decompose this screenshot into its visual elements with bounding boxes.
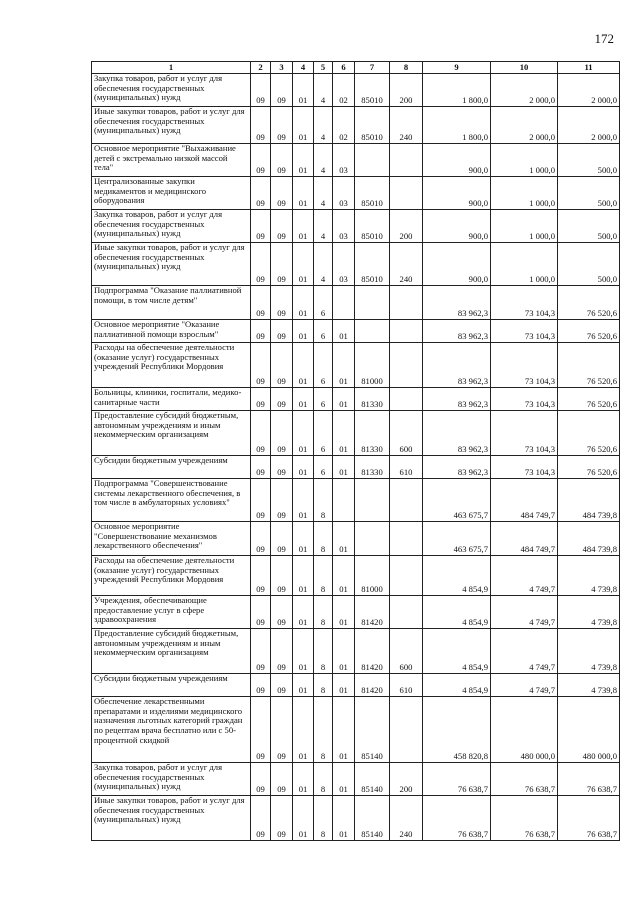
table-cell: 85140 [355, 763, 390, 796]
table-cell: 6 [314, 388, 333, 411]
table-cell: 09 [251, 210, 271, 243]
table-cell: 09 [271, 411, 293, 456]
row-label: Основное мероприятие "Выхаживание детей с экстремально низкой массой тела" [92, 144, 251, 177]
row-label: Подпрограмма "Совершенствование системы лекарственного обеспечения, в том числе в амбулаторных условиях" [92, 479, 251, 522]
table-cell: 01 [293, 479, 314, 522]
row-label: Основное мероприятие "Совершенствование механизмов лекарственного обеспечения" [92, 522, 251, 556]
table-cell: 8 [314, 596, 333, 629]
table-cell: 81000 [355, 343, 390, 388]
table-cell: 463 675,7 [423, 522, 491, 556]
table-cell: 03 [333, 243, 355, 286]
table-cell: 01 [333, 343, 355, 388]
table-row [92, 343, 620, 388]
table-cell: 4 [314, 243, 333, 286]
table-cell: 500,0 [558, 210, 620, 243]
table-cell: 81330 [355, 456, 390, 479]
table-cell: 76 638,7 [558, 796, 620, 841]
table-row [92, 107, 620, 144]
row-label: Предоставление субсидий бюджетным, автономным учреждениям и иным некоммерческим организациям [92, 411, 251, 456]
table-cell [390, 522, 423, 556]
table-cell: 1 800,0 [423, 107, 491, 144]
table-cell: 09 [271, 144, 293, 177]
table-cell: 6 [314, 456, 333, 479]
column-header: 9 [423, 62, 491, 74]
table-cell: 01 [333, 697, 355, 763]
table-cell: 09 [271, 210, 293, 243]
table-row [92, 456, 620, 479]
row-label: Основное мероприятие "Оказание паллиативной помощи взрослым" [92, 320, 251, 343]
table-row [92, 286, 620, 320]
table-cell: 01 [293, 629, 314, 674]
column-header: 8 [390, 62, 423, 74]
table-cell: 85010 [355, 74, 390, 107]
table-cell: 76 520,6 [558, 456, 620, 479]
table-cell: 09 [271, 796, 293, 841]
row-label: Иные закупки товаров, работ и услуг для обеспечения государственных (муниципальных) нужд [92, 243, 251, 286]
table-cell: 73 104,3 [491, 456, 558, 479]
table-cell: 4 854,9 [423, 674, 491, 697]
table-cell: 01 [293, 320, 314, 343]
table-cell: 4 [314, 74, 333, 107]
table-cell: 900,0 [423, 177, 491, 210]
row-label: Субсидии бюджетным учреждениям [92, 674, 251, 697]
budget-table [91, 61, 620, 841]
table-cell: 01 [333, 456, 355, 479]
table-row [92, 596, 620, 629]
table-cell: 09 [251, 286, 271, 320]
row-label: Закупка товаров, работ и услуг для обеспечения государственных (муниципальных) нужд [92, 210, 251, 243]
table-cell: 01 [293, 763, 314, 796]
table-cell: 09 [271, 343, 293, 388]
column-header: 1 [92, 62, 251, 74]
table-cell [390, 596, 423, 629]
table-cell: 09 [271, 456, 293, 479]
table-cell: 484 749,7 [491, 522, 558, 556]
table-cell: 09 [271, 286, 293, 320]
table-cell: 09 [251, 411, 271, 456]
table-cell: 09 [271, 697, 293, 763]
table-cell [355, 144, 390, 177]
table-cell: 09 [251, 697, 271, 763]
table-cell: 76 520,6 [558, 320, 620, 343]
table-cell: 01 [333, 796, 355, 841]
table-cell: 8 [314, 674, 333, 697]
table-cell: 1 000,0 [491, 177, 558, 210]
table-cell: 85010 [355, 177, 390, 210]
table-cell [333, 286, 355, 320]
table-cell: 8 [314, 763, 333, 796]
table-cell: 01 [333, 522, 355, 556]
table-cell [333, 479, 355, 522]
table-cell: 09 [251, 243, 271, 286]
table-row [92, 74, 620, 107]
table-cell: 73 104,3 [491, 388, 558, 411]
table-cell: 01 [293, 411, 314, 456]
table-cell: 01 [333, 411, 355, 456]
table-cell: 09 [271, 74, 293, 107]
table-cell [390, 556, 423, 596]
table-cell: 01 [293, 522, 314, 556]
table-cell: 09 [251, 629, 271, 674]
table-cell: 8 [314, 629, 333, 674]
table-cell: 900,0 [423, 243, 491, 286]
page-number: 172 [594, 31, 614, 46]
table-cell: 4 749,7 [491, 674, 558, 697]
table-cell: 01 [333, 320, 355, 343]
table-cell: 480 000,0 [558, 697, 620, 763]
table-cell: 81420 [355, 596, 390, 629]
table-cell: 01 [293, 796, 314, 841]
table-cell: 76 520,6 [558, 343, 620, 388]
table-cell [355, 522, 390, 556]
table-cell: 83 962,3 [423, 286, 491, 320]
row-label: Подпрограмма "Оказание паллиативной помощи, в том числе детям" [92, 286, 251, 320]
row-label: Предоставление субсидий бюджетным, автономным учреждениям и иным некоммерческим организациям [92, 629, 251, 674]
table-cell [355, 479, 390, 522]
table-cell: 8 [314, 796, 333, 841]
table-cell: 484 739,8 [558, 522, 620, 556]
table-cell: 4 854,9 [423, 556, 491, 596]
table-row [92, 144, 620, 177]
table-cell: 480 000,0 [491, 697, 558, 763]
table-cell: 01 [293, 556, 314, 596]
table-cell: 4 749,7 [491, 596, 558, 629]
table-cell: 09 [271, 596, 293, 629]
table-cell: 01 [293, 456, 314, 479]
table-cell: 01 [293, 343, 314, 388]
table-cell: 09 [251, 343, 271, 388]
column-header: 2 [251, 62, 271, 74]
table-cell: 01 [293, 388, 314, 411]
table-cell: 900,0 [423, 210, 491, 243]
table-cell: 03 [333, 177, 355, 210]
table-cell: 09 [251, 320, 271, 343]
table-cell: 09 [271, 177, 293, 210]
table-cell: 83 962,3 [423, 388, 491, 411]
table-cell [390, 479, 423, 522]
table-cell: 4 749,7 [491, 629, 558, 674]
table-cell: 85010 [355, 243, 390, 286]
table-cell: 76 638,7 [423, 796, 491, 841]
table-cell: 610 [390, 456, 423, 479]
table-cell: 83 962,3 [423, 411, 491, 456]
table-cell: 4 854,9 [423, 629, 491, 674]
table-cell: 09 [271, 243, 293, 286]
table-cell: 85140 [355, 697, 390, 763]
table-cell: 01 [333, 763, 355, 796]
table-cell: 01 [293, 144, 314, 177]
table-cell: 09 [251, 596, 271, 629]
table-cell: 4 739,8 [558, 674, 620, 697]
table-cell: 76 638,7 [491, 763, 558, 796]
table-cell: 09 [271, 320, 293, 343]
table-cell: 73 104,3 [491, 411, 558, 456]
table-cell: 600 [390, 411, 423, 456]
table-cell [355, 320, 390, 343]
table-cell: 83 962,3 [423, 320, 491, 343]
table-cell: 610 [390, 674, 423, 697]
table-cell: 4 739,8 [558, 629, 620, 674]
table-cell: 09 [251, 522, 271, 556]
table-cell: 09 [251, 763, 271, 796]
table-cell: 01 [293, 596, 314, 629]
row-label: Больницы, клиники, госпитали, медико-санитарные части [92, 388, 251, 411]
table-cell [390, 286, 423, 320]
table-cell: 09 [251, 674, 271, 697]
table-cell: 83 962,3 [423, 343, 491, 388]
table-cell: 01 [293, 243, 314, 286]
table-cell: 01 [293, 286, 314, 320]
column-header: 11 [558, 62, 620, 74]
table-cell: 200 [390, 763, 423, 796]
table-cell: 6 [314, 286, 333, 320]
table-cell: 01 [333, 556, 355, 596]
table-row [92, 388, 620, 411]
table-cell: 09 [251, 107, 271, 144]
table-cell: 1 000,0 [491, 144, 558, 177]
table-cell: 73 104,3 [491, 320, 558, 343]
table-row [92, 796, 620, 841]
table-cell [390, 320, 423, 343]
table-cell: 76 520,6 [558, 286, 620, 320]
table-row [92, 320, 620, 343]
table-cell [390, 177, 423, 210]
table-row [92, 479, 620, 522]
table-cell: 09 [271, 107, 293, 144]
table-cell: 83 962,3 [423, 456, 491, 479]
table-row [92, 411, 620, 456]
row-label: Закупка товаров, работ и услуг для обеспечения государственных (муниципальных) нужд [92, 763, 251, 796]
table-cell: 81330 [355, 411, 390, 456]
row-label: Учреждения, обеспечивающие предоставление услуг в сфере здравоохранения [92, 596, 251, 629]
table-cell: 6 [314, 343, 333, 388]
table-cell: 01 [333, 596, 355, 629]
table-cell: 09 [271, 674, 293, 697]
column-header: 3 [271, 62, 293, 74]
table-cell: 2 000,0 [491, 107, 558, 144]
table-cell: 240 [390, 796, 423, 841]
table-cell: 01 [293, 74, 314, 107]
table-row [92, 674, 620, 697]
row-label: Иные закупки товаров, работ и услуг для обеспечения государственных (муниципальных) нужд [92, 796, 251, 841]
table-cell: 81000 [355, 556, 390, 596]
table-cell: 09 [251, 177, 271, 210]
row-label: Субсидии бюджетным учреждениям [92, 456, 251, 479]
table-cell: 81420 [355, 674, 390, 697]
table-cell: 81330 [355, 388, 390, 411]
table-cell: 81420 [355, 629, 390, 674]
table-cell: 01 [293, 177, 314, 210]
table-cell: 8 [314, 556, 333, 596]
table-cell: 8 [314, 697, 333, 763]
table-cell: 01 [293, 674, 314, 697]
table-row [92, 763, 620, 796]
column-header: 6 [333, 62, 355, 74]
table-cell: 500,0 [558, 177, 620, 210]
table-row [92, 697, 620, 763]
table-cell: 85010 [355, 210, 390, 243]
table-cell: 76 520,6 [558, 388, 620, 411]
table-cell: 09 [271, 479, 293, 522]
table-cell: 458 820,8 [423, 697, 491, 763]
table-cell: 1 000,0 [491, 243, 558, 286]
table-cell: 01 [293, 210, 314, 243]
table-cell: 76 638,7 [558, 763, 620, 796]
table-cell: 4 [314, 210, 333, 243]
table-body [92, 74, 620, 841]
table-cell: 85010 [355, 107, 390, 144]
table-cell: 463 675,7 [423, 479, 491, 522]
row-label: Централизованные закупки медикаментов и медицинского оборудования [92, 177, 251, 210]
table-cell: 09 [271, 556, 293, 596]
table-cell: 01 [333, 388, 355, 411]
row-label: Обеспечение лекарственными препаратами и изделиями медицинского назначения льготных категорий граждан по рецептам врача бесплатно или с 50-процентной скидкой [92, 697, 251, 763]
table-cell: 600 [390, 629, 423, 674]
table-cell: 4 [314, 144, 333, 177]
table-cell [390, 343, 423, 388]
table-cell: 09 [251, 74, 271, 107]
table-cell: 85140 [355, 796, 390, 841]
table-cell [390, 388, 423, 411]
table-row [92, 210, 620, 243]
table-cell: 484 739,8 [558, 479, 620, 522]
table-cell: 6 [314, 320, 333, 343]
table-cell: 2 000,0 [491, 74, 558, 107]
table-cell: 500,0 [558, 144, 620, 177]
table-cell: 09 [251, 388, 271, 411]
table-cell: 200 [390, 210, 423, 243]
table-cell: 09 [271, 629, 293, 674]
table-cell: 01 [293, 107, 314, 144]
table-cell: 2 000,0 [558, 74, 620, 107]
column-header: 5 [314, 62, 333, 74]
table-cell: 4 749,7 [491, 556, 558, 596]
table-cell: 900,0 [423, 144, 491, 177]
table-cell: 200 [390, 74, 423, 107]
table-cell: 09 [271, 388, 293, 411]
table-cell: 4 [314, 107, 333, 144]
table-cell [355, 286, 390, 320]
table-cell: 09 [251, 796, 271, 841]
row-label: Расходы на обеспечение деятельности (оказание услуг) государственных учреждений Республики Мордовия [92, 343, 251, 388]
row-label: Расходы на обеспечение деятельности (оказание услуг) государственных учреждений Республики Мордовия [92, 556, 251, 596]
table-cell: 01 [333, 629, 355, 674]
column-header: 4 [293, 62, 314, 74]
table-cell: 02 [333, 74, 355, 107]
row-label: Иные закупки товаров, работ и услуг для обеспечения государственных (муниципальных) нужд [92, 107, 251, 144]
table-cell: 484 749,7 [491, 479, 558, 522]
table-cell: 73 104,3 [491, 286, 558, 320]
table-row [92, 556, 620, 596]
table-cell: 1 800,0 [423, 74, 491, 107]
table-cell: 09 [251, 556, 271, 596]
table-cell: 1 000,0 [491, 210, 558, 243]
table-cell: 4 [314, 177, 333, 210]
table-cell: 240 [390, 107, 423, 144]
column-header: 7 [355, 62, 390, 74]
table-cell: 09 [271, 763, 293, 796]
table-cell: 2 000,0 [558, 107, 620, 144]
table-cell: 4 739,8 [558, 596, 620, 629]
table-cell: 6 [314, 411, 333, 456]
table-cell: 4 739,8 [558, 556, 620, 596]
header-row [92, 62, 620, 74]
table-cell: 76 638,7 [423, 763, 491, 796]
row-label: Закупка товаров, работ и услуг для обеспечения государственных (муниципальных) нужд [92, 74, 251, 107]
table-cell: 76 638,7 [491, 796, 558, 841]
table-cell: 03 [333, 144, 355, 177]
table-cell: 09 [251, 479, 271, 522]
table-cell: 02 [333, 107, 355, 144]
table-cell: 4 854,9 [423, 596, 491, 629]
table-cell [390, 144, 423, 177]
table-cell: 09 [251, 144, 271, 177]
table-cell: 76 520,6 [558, 411, 620, 456]
table-cell: 09 [271, 522, 293, 556]
table-cell: 03 [333, 210, 355, 243]
column-header: 10 [491, 62, 558, 74]
table-cell: 01 [333, 674, 355, 697]
table-cell: 8 [314, 479, 333, 522]
table-row [92, 177, 620, 210]
table-cell: 240 [390, 243, 423, 286]
table-cell: 09 [251, 456, 271, 479]
table-row [92, 629, 620, 674]
table-cell: 500,0 [558, 243, 620, 286]
table-cell [390, 697, 423, 763]
table-row [92, 243, 620, 286]
table-cell: 01 [293, 697, 314, 763]
table-cell: 73 104,3 [491, 343, 558, 388]
table-row [92, 522, 620, 556]
table-cell: 8 [314, 522, 333, 556]
